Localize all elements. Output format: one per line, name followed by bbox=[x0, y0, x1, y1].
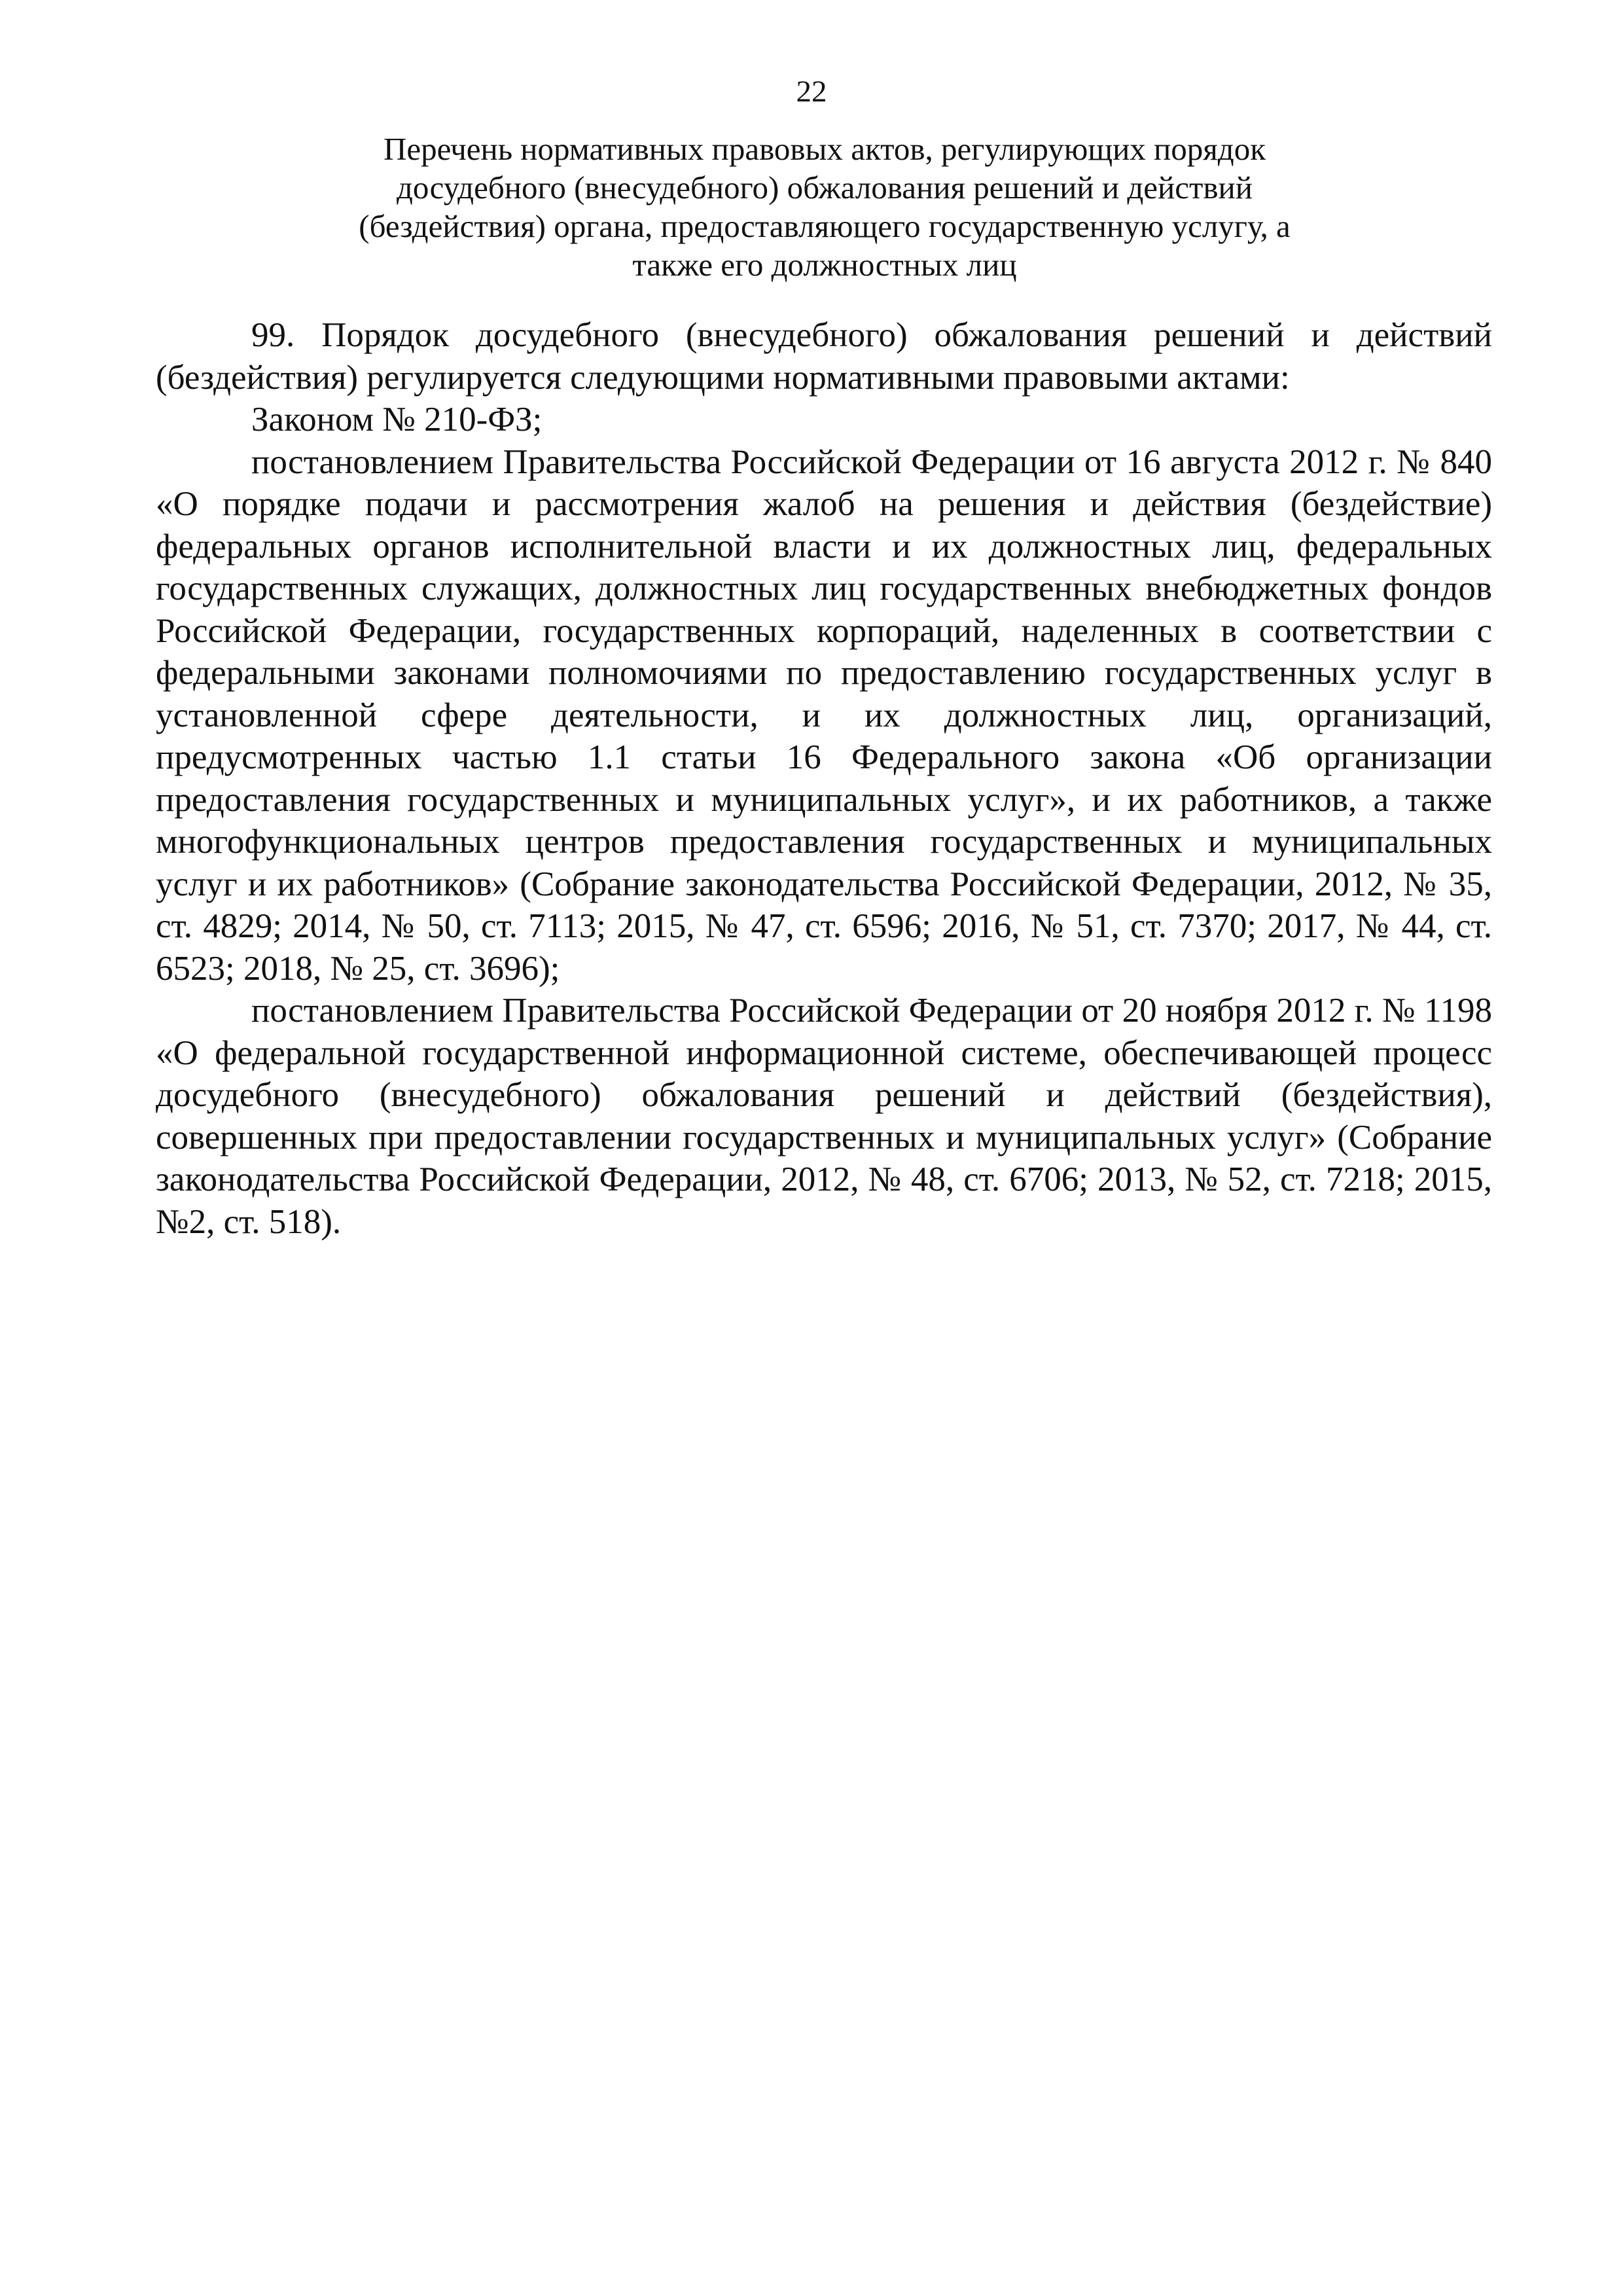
body-text bbox=[156, 314, 1492, 1243]
paragraph-99-intro: 99. Порядок досудебного (внесудебного) обжалования решений и действий (бездействия) регулируется следующими нормативными правовыми актами: bbox=[156, 316, 1492, 397]
heading-line: досудебного (внесудебного) обжалования решений и действий bbox=[397, 170, 1253, 206]
paragraph-law-210: Законом № 210-ФЗ; bbox=[251, 401, 543, 439]
paragraph-decree-840: постановлением Правительства Российской Федерации от 16 августа 2012 г. № 840 «О порядке подачи и рассмотрения жалоб на решения и действия (бездействие) федеральных органов исполнительной власти и их должностных лиц, федеральных государственных служащих, должностных лиц государственных внебюджетных фондов Российской Федерации, государственных корпораций, наделенных в соответствии с федеральными законами полномочиями по предоставлению государственных услуг в установленной сфере деятельности, и их должностных лиц, организаций, предусмотренных частью 1.1 статьи 16 Федерального закона «Об организации предоставления государственных и муниципальных услуг», и их работников, а также многофункциональных центров предоставления государственных и муниципальных услуг и их работников» (Собрание законодательства Российской Федерации, 2012, № 35, ст. 4829; 2014, № 50, ст. 7113; 2015, № 47, ст. 6596; 2016, № 51, ст. 7370; 2017, № 44, ст. 6523; 2018, № 25, ст. 3696); bbox=[156, 442, 1492, 988]
paragraph-decree-1198: постановлением Правительства Российской Федерации от 20 ноября 2012 г. № 1198 «О федеральной государственной информационной системе, обеспечивающей процесс досудебного (внесудебного) обжалования решений и действий (бездействия), совершенных при предоставлении государственных и муниципальных услуг» (Собрание законодательства Российской Федерации, 2012, № 48, ст. 6706; 2013, № 52, ст. 7218; 2015, №2, ст. 518). bbox=[156, 992, 1492, 1241]
heading-line: Перечень нормативных правовых актов, регулирующих порядок bbox=[383, 131, 1266, 167]
heading-line: также его должностных лиц bbox=[632, 247, 1017, 283]
heading-line: (бездействия) органа, предоставляющего государственную услугу, а bbox=[359, 208, 1291, 244]
section-heading bbox=[275, 130, 1374, 284]
page-number: 22 bbox=[796, 75, 827, 109]
